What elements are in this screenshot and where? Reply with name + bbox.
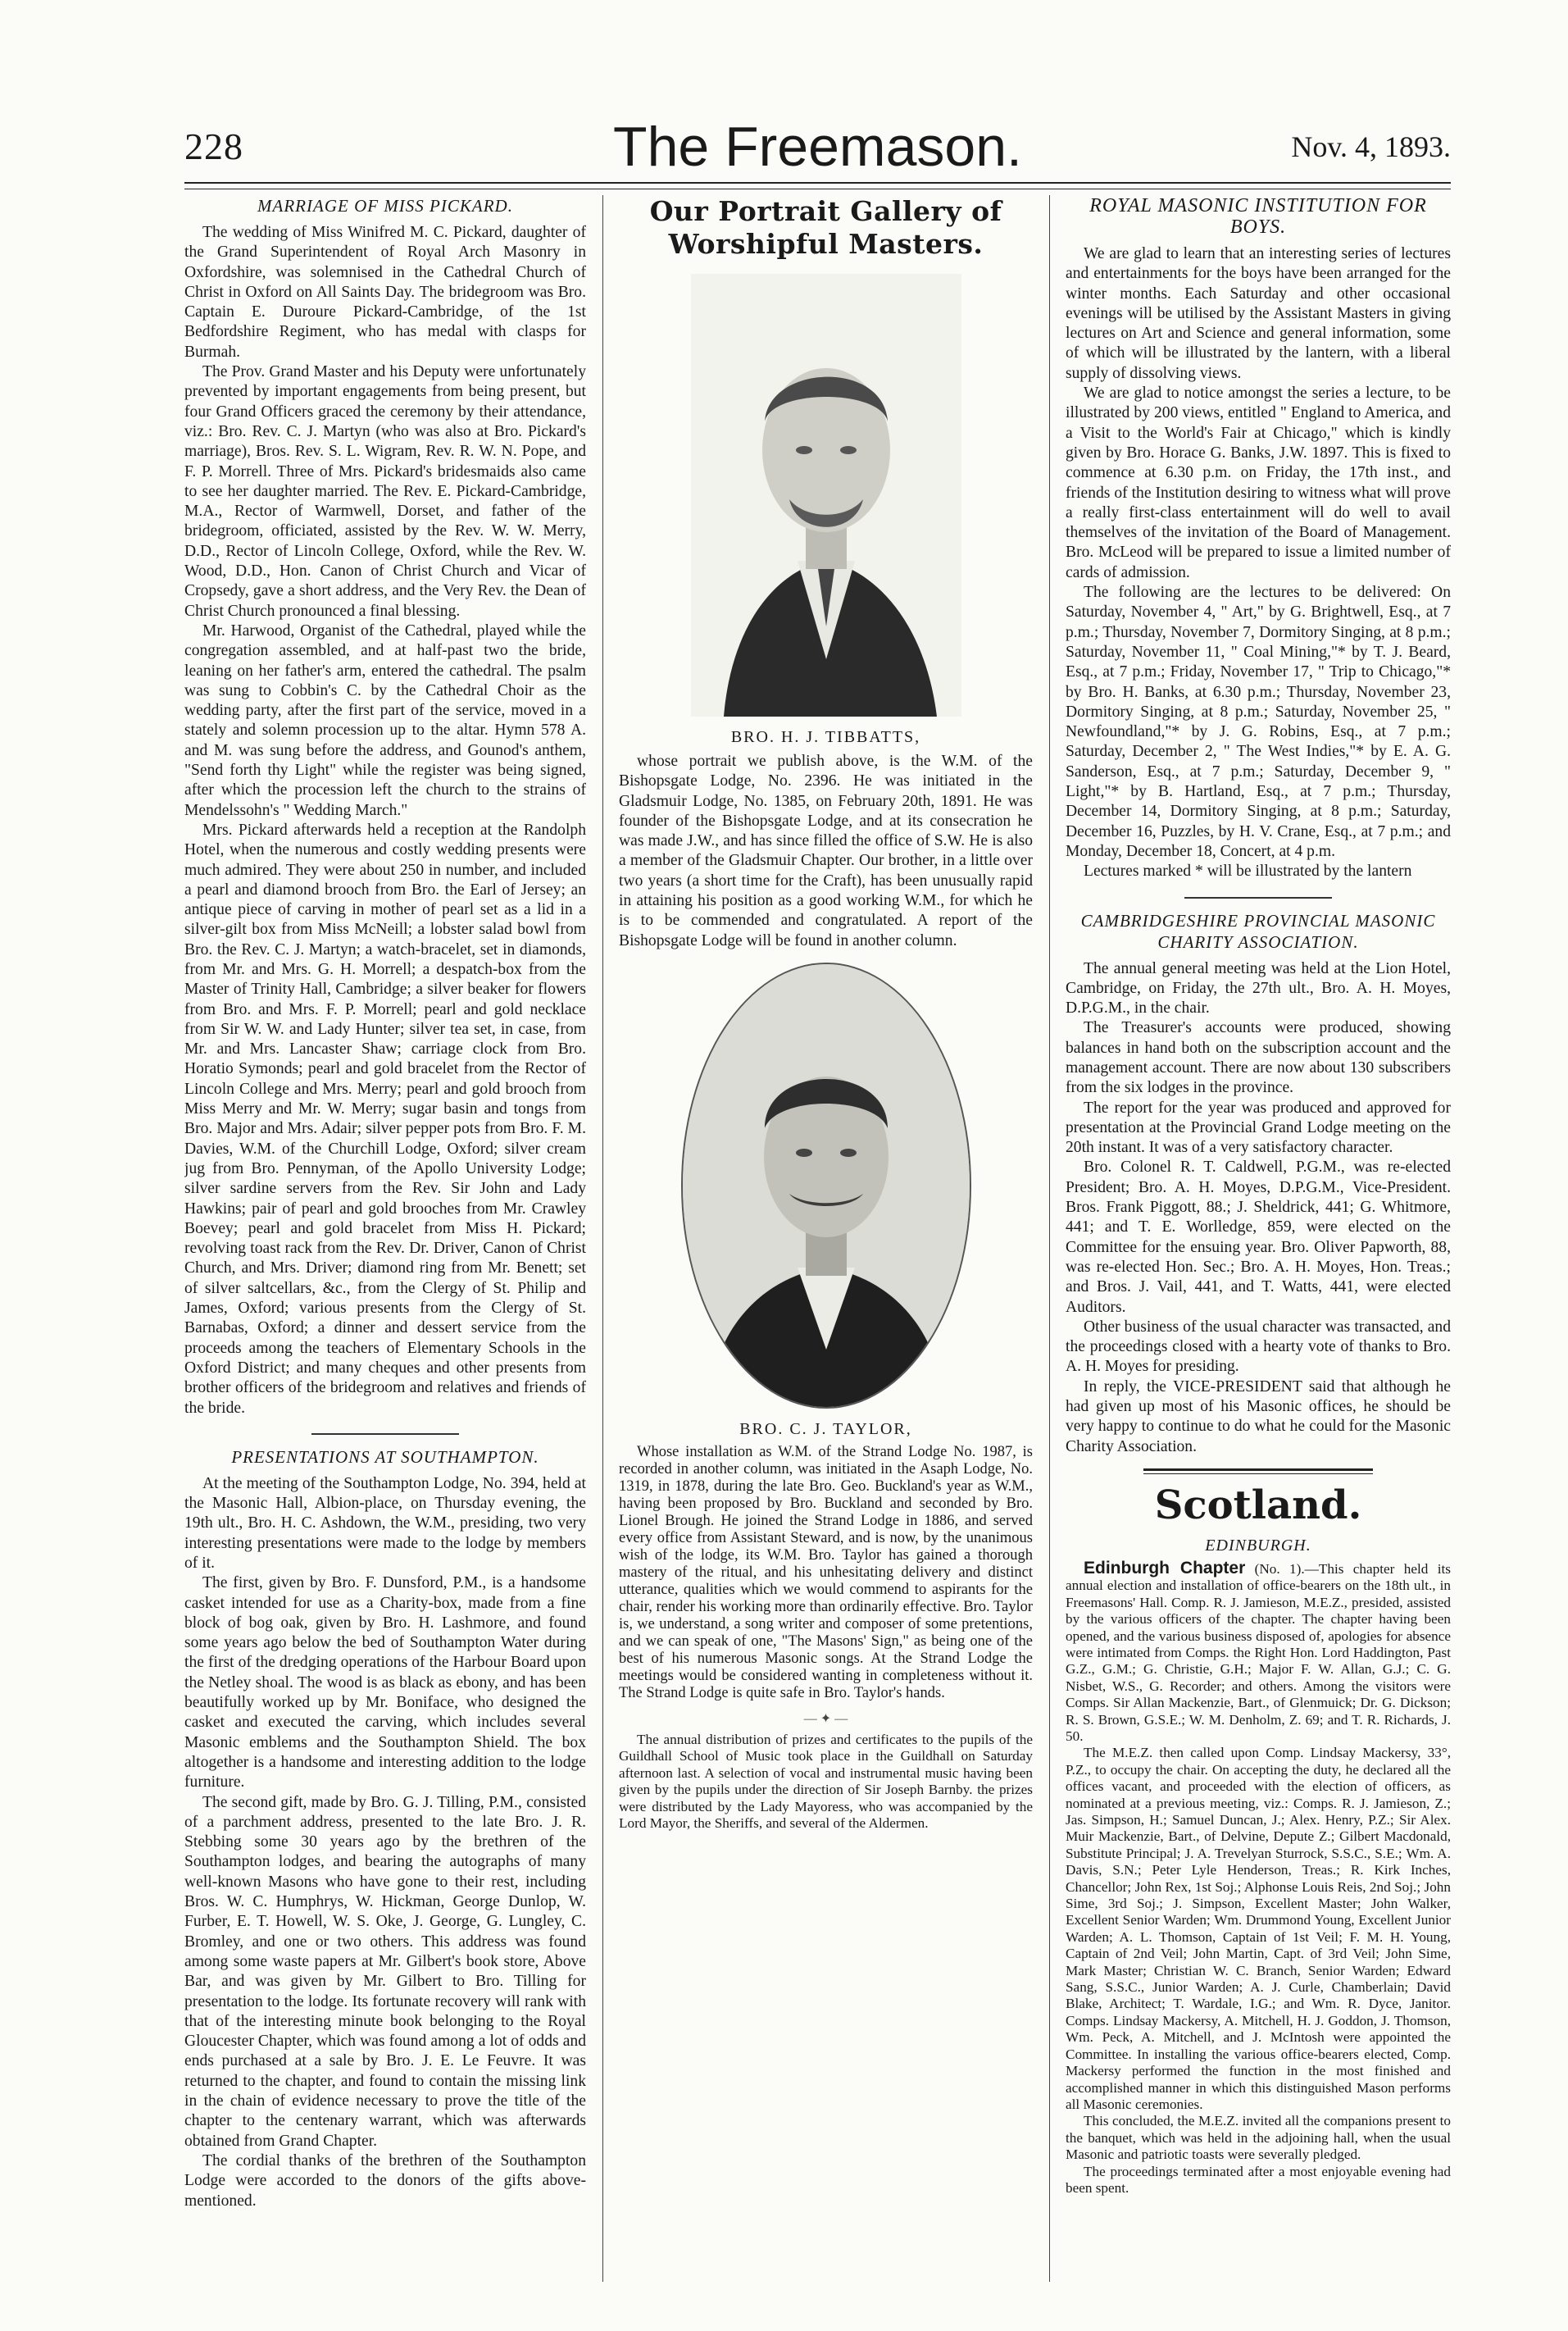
chapter-report: (No. 1).—This chapter held its annual election and installation of office-bearers on the 18th ult., in Freemasons' Hall. Comp. R. J. Jamieson, M.E.Z., presided, assisted by the various officers of the chapter. The chapter having been opened, and the various business disposed of, apologies for absence were intimated from Comps. the Right Hon. Lord Haddington, Past G.Z., G.M.; G. Christie, G.H.; Major F. W. Allan, G.J.; C. G. Nisbet, W.S., G. Recorder; and others. Among the visitors were Comps. Sir Allan Mackenzie, Bart., of Glenmuick; Dr. G. Dickson; R. S. Brown, G.S.E.; W. M. Denholm, Z. 69; and T. R. Richards, J. 50.: [1066, 1560, 1451, 1744]
page-number: 228: [184, 125, 243, 167]
column-right: [1066, 195, 1451, 2294]
article-paragraph: The annual general meeting was held at the Lion Hotel, Cambridge, on Friday, the 27th ult., Bro. A. H. Moyes, D.P.G.M., in the chair.: [1066, 959, 1451, 1018]
article-paragraph: The wedding of Miss Winifred M. C. Pickard, daughter of the Grand Superintendent of Royal Arch Masonry in Oxfordshire, was solemnised in the Cathedral Church of Christ in Oxford on All Saints Day. The bridegroom was Bro. Captain E. Duroure Pickard-Cambridge, of the 1st Bedfordshire Regiment, who has medal with clasps for Burmah.: [184, 224, 586, 361]
article-paragraph: We are glad to learn that an interesting series of lectures and entertainments for the boys have been arranged for the winter months. Each Saturday and other occasional evenings will be utilised by the Assistant Masters in giving lectures on Art and Science and general information, some of which will be illustrated by the lantern, with a liberal supply of dissolving views.: [1066, 245, 1451, 382]
edinburgh-subheading: EDINBURGH.: [1205, 1536, 1311, 1555]
column-rule: [602, 195, 603, 2282]
article-paragraph: [1066, 1560, 1451, 1745]
article-paragraph: The first, given by Bro. F. Dunsford, P.M., is a handsome casket intended for use as a Charity-box, made from a fine block of bog oak, given by Bro. H. Lashmore, and found some years ago below the bed of Southampton Water during the first of the dredging operations of the Harbour Board upon the Netley shoal. The wood is as black as ebony, and has been beautifully worked up by Mr. Boniface, who designed the casket and executed the carving, which includes several Masonic emblems and the Southampton Shield. The box altogether is a handsome and interesting addition to the lodge furniture.: [184, 1574, 586, 1792]
article-paragraph: The second gift, made by Bro. G. J. Tilling, P.M., consisted of a parchment address, presented to the late Bro. J. R. Stebbing some 30 years ago by the brethren of the Southampton lodges, and bearing the autographs of many well-known Masons who have gone to their rest, including Bros. W. C. Humphrys, W. Hickman, George Dunlop, W. Furber, E. T. Howell, W. S. Oke, J. George, G. Lungley, C. Bromley, and one or two others. This address was found among some waste papers at Mr. Gilbert's book store, Above Bar, and was given by Mr. Gilbert to Bro. Tilling for presentation to the lodge. Its fortunate recovery will rank with that of the interesting minute book belonging to the Royal Gloucester Chapter, which was found among a lot of odds and ends purchased at a sale by Bro. J. E. Le Feuvre. It was returned to the chapter, and found to contain the missing link in the chain of evidence necessary to prove the title of the chapter to the centenary warrant, which was afterwards obtained from Grand Chapter.: [184, 1793, 586, 2150]
article-paragraph: Mrs. Pickard afterwards held a reception at the Randolph Hotel, when the numerous and costly wedding presents were much admired. They were about 250 in number, and included a pearl and diamond brooch from Bro. the Earl of Jersey; an antique piece of carving in mother of pearl set as a lid in a silver-gilt box from Miss McNeill; a lobster salad bowl from Bro. the Rev. C. J. Martyn; a watch-bracelet, set in diamonds, from Mr. and Mrs. G. H. Morrell; a despatch-box from the Master of Trinity Hall, Cambridge; a silver beaker for flowers from Bro. and Mrs. F. P. Morrell; pearl and gold necklace from Sir W. W. and Lady Hunter; silver tea set, in case, from Mr. and Mrs. Lancaster Shaw; carriage clock from Bro. Horatio Symonds; pearl and gold bracelet from the Rector of Lincoln College and Mrs. Merry; pearl and gold brooch from Miss Merry and Mr. W. Merry; sugar basin and tongs from Bro. Major and Mrs. Adair; silver pepper pots from Bro. F. M. Davies, W.M. of the Churchill Lodge, Oxford; silver cream jug from Bro. Pennyman, of the Apollo University Lodge; silver sardine servers from the Rev. Sir John and Lady Hawkins; pair of pearl and gold brooches from Mr. Crawley Boevey; pearl and gold bracelet from Miss H. Pickard; revolving toast rack from the Rev. Dr. Driver, Canon of Christ Church, and Mrs. Driver; diamond ring from Mr. Benett; set of silver saltcellars, &c., from the Clergy of St. Philip and James, Oxford; various presents from the Clergy of St. Barnabas, Oxford; a dinner and dessert service from the proceeds among the teachers of Elementary Schools in the Oxford District; and many cheques and other presents from brother officers of the bridegroom and relatives and friends of the bride.: [184, 821, 586, 1417]
article-paragraph: In reply, the VICE-PRESIDENT said that although he had given up most of his Masonic offices, he should be very happy to continue to do what he could for the Masonic Charity Association.: [1066, 1377, 1451, 1455]
article-paragraph: Lectures marked * will be illustrated by the lantern: [1084, 863, 1412, 881]
article-paragraph: At the meeting of the Southampton Lodge, No. 394, held at the Masonic Hall, Albion-place, on Thursday evening, the 19th ult., Bro. H. C. Ashdown, the W.M., presiding, two very interesting presentations were made to the lodge by members of it.: [184, 1474, 586, 1572]
section-divider: [311, 1433, 459, 1435]
article-heading: ROYAL MASONIC INSTITUTION FOR BOYS.: [1089, 195, 1427, 238]
article-paragraph: Whose installation as W.M. of the Strand Lodge No. 1987, is recorded in another column, was initiated in the Asaph Lodge, No. 1319, in 1878, during the late Bro. Geo. Buckland's year as W.M., having been proposed by Bro. Buckland and seconded by Bro. Lionel Brough. He joined the Strand Lodge in 1886, and served every office from Assistant Steward, and is now, by the unanimous wish of the lodge, its W.M. Bro. Taylor has gained a thorough mastery of the ritual, and his unhesitating delivery and distinct utterance, qualities which we would commend to aspirants for the chair, render his working more than ordinarily effective. Bro. Taylor is, we understand, a song writer and composer of some pretentions, and we can speak of one, "The Masons' Sign," as being one of the best of his numerous Masonic songs. At the Strand Lodge the meetings would be considered wanting in completeness without it. The Strand Lodge is quite safe in Bro. Taylor's hands.: [619, 1443, 1033, 1701]
portrait-engraving: [683, 964, 970, 1407]
article-paragraph: whose portrait we publish above, is the W.M. of the Bishopsgate Lodge, No. 2396. He was initiated in the Gladsmuir Lodge, No. 1385, on February 20th, 1891. He was founder of the Bishopsgate Lodge, and at its consecration he was made J.W., and has since filled the office of S.W. He is also a member of the Gladsmuir Chapter. Our brother, in a little over two years (a short time for the Craft), has been unusually rapid in attaining his position as a good working W.M., for which he is to be commended and congratulated. A report of the Bishopsgate Lodge will be found in another column.: [619, 753, 1033, 949]
masthead: [184, 115, 1451, 184]
scotland-heading: Scotland.: [1154, 1482, 1362, 1528]
article-heading: MARRIAGE OF MISS PICKARD.: [257, 196, 513, 216]
portrait-caption: BRO. H. J. TIBBATTS,: [730, 728, 921, 746]
newspaper-title: The Freemason.: [613, 116, 1022, 178]
article-paragraph: We are glad to notice amongst the series a lecture, to be illustrated by 200 views, entitled " England to America, and a Visit to the World's Fair at Chicago," which is kindly given by Bro. Horace G. Banks, J.W. 1897. This is fixed to commence at 6.30 p.m. on Friday, the 17th inst., and friends of the Institution desiring to witness what will prove a really first-class entertainment will do well to avail themselves of the invitation of the Board of Management. Bro. McLeod will be prepared to issue a limited number of cards of admission.: [1066, 385, 1451, 581]
section-divider: [1184, 897, 1332, 899]
portrait-taylor: [681, 963, 971, 1409]
portrait-tibbatts: [691, 274, 961, 717]
article-paragraph: The following are the lectures to be delivered: On Saturday, November 4, " Art," by G. Brightwell, Esq., at 7 p.m.; Thursday, November 7, Dormitory Singing, at 8 p.m.; Saturday, November 11, " Coal Mining,"* by T. J. Beard, Esq., at 7 p.m.; Friday, November 17, " Trip to Chicago,"* by Bro. H. Banks, at 6.30 p.m.; Thursday, November 23, Dormitory Singing, at 8 p.m.; Saturday, November 25, " Newfoundland,"* by J. G. Robins, Esq., at 7 p.m.; Saturday, December 2, " The West Indies,"* by E. A. G. Sanderson, Esq., at 7 p.m.; Saturday, December 9, " Light,"* by B. Hartland, Esq., at 7 p.m.; Thursday, December 14, Dormitory Singing, at 8 p.m.; Saturday, December 16, Puzzles, by H. V. Crane, Esq., at 7 p.m.; and Monday, December 18, Concert, at 4 p.m.: [1066, 584, 1451, 860]
article-paragraph: The Prov. Grand Master and his Deputy were unfortunately prevented by important engagements from being present, but four Grand Officers graced the ceremony by their attendance, viz.: Bro. Rev. C. J. Martyn (who was also at Bro. Pickard's marriage), Bros. Rev. S. L. Wigram, Rev. R. W. N. Pope, and F. P. Morrell. Three of Mrs. Pickard's bridesmaids also came to see her daughter married. The Rev. E. Pickard-Cambridge, M.A., Rector of Warmwell, Dorset, and father of the bridegroom, officiated, assisted by the Rev. W. W. Merry, D.D., Rector of Lincoln College, Oxford, while the Rev. W. Wood, D.D., Hon. Canon of Christ Church and Vicar of Cropsedy, gave a short address, and the Very Rev. the Dean of Christ Church pronounced a final blessing.: [184, 363, 586, 620]
gallery-heading: Our Portrait Gallery of Worshipful Masters.: [649, 195, 1002, 260]
section-divider: [1143, 1468, 1373, 1474]
portrait-engraving: [691, 274, 961, 717]
article-paragraph: Mr. Harwood, Organist of the Cathedral, played while the congregation assembled, and at half-past two the bride, leaning on her father's arm, entered the cathedral. The psalm was sung to Cobbin's C. by the Cathedral Choir as the wedding party, after the first part of the service, moved in a stately and solemn procession up to the altar. Hymn 578 A. and M. was sung before the address, and Gounod's anthem, "Send forth thy Light" while the register was being signed, after which the procession left the church to the strains of Mendelssohn's " Wedding March.": [184, 621, 586, 819]
article-paragraph: The M.E.Z. then called upon Comp. Lindsay Mackersy, 33°, P.Z., to occupy the chair. On accepting the duty, he declared all the offices vacant, and proceeded with the election of officers, as nominated at a previous meeting, viz.: Comps. R. J. Jamieson, Z.; Jas. Simpson, H.; Samuel Duncan, J.; Alex. Henry, P.Z.; Sir Alex. Muir Mackenzie, Bart., of Delvine, Depute Z.; Gilbert Macdonald, Substitute Principal; J. A. Trevelyan Sturrock, S.S.C., S.E.; Wm. A. Davis, S.N.; Peter Lyle Henderson, Treas.; R. Kirk Inches, Chancellor; John Rex, 1st Soj.; Alphonse Louis Reis, 2nd Soj.; John Sime, 3rd Soj.; J. Simpson, Excellent Master; John Walker, Excellent Senior Warden; Wm. Drummond Young, Excellent Junior Warden; A. L. Thomson, Captain of 1st Veil; F. M. H. Young, Captain of 2nd Veil; John Martin, Capt. of 3rd Veil; John Sime, Mark Master; Christian W. C. Branch, Senior Warden; Edward Sang, S.S.C., Junior Warden; A. J. Curle, Chamberlain; David Blake, Architect; T. Wardale, I.G.; and Wm. R. Dyce, Janitor. Comps. Lindsay Mackersy, A. Mitchell, H. J. Goddon, J. Thomson, Wm. Peck, A. Mitchell, and J. McIntosh were appointed the Committee. In installing the various office-bearers elected, Comp. Mackersy performed the function in the most finished and accomplished manner in which this distinguished Mason performs all Masonic ceremonies.: [1066, 1745, 1451, 2112]
article-heading: PRESENTATIONS AT SOUTHAMPTON.: [231, 1446, 539, 1467]
article-paragraph: The cordial thanks of the brethren of the Southampton Lodge were accorded to the donors of the gifts above-mentioned.: [184, 2151, 586, 2210]
article-paragraph: The proceedings terminated after a most enjoyable evening had been spent.: [1066, 2163, 1451, 2196]
article-paragraph: This concluded, the M.E.Z. invited all the companions present to the banquet, which was held in the adjoining hall, when the usual Masonic and patriotic toasts were severally pledged.: [1066, 2113, 1451, 2163]
article-paragraph: The Treasurer's accounts were produced, showing balances in hand both on the subscription account and the management account. There are now about 130 subscribers from the six lodges in the province.: [1066, 1019, 1451, 1097]
article-paragraph: Bro. Colonel R. T. Caldwell, P.G.M., was re-elected President; Bro. A. H. Moyes, D.P.G.M., Vice-President. Bros. Frank Piggott, 88.; J. Sheldrick, 441; G. Whitmore, 441; and T. E. Worlledge, 859, were elected on the Committee for the ensuing year. Bro. Oliver Papworth, 88, was re-elected Hon. Sec.; Bro. A. H. Moyes, Hon. Treas.; and Bros. J. Vail, 441, and T. Watts, 441, were elected Auditors.: [1066, 1159, 1451, 1316]
issue-date: Nov. 4, 1893.: [1291, 130, 1451, 163]
ornament-divider: — ✦ —: [803, 1711, 848, 1726]
article-paragraph: The report for the year was produced and approved for presentation at the Provincial Grand Lodge meeting on the 20th instant. It was of a very satisfactory character.: [1066, 1099, 1451, 1157]
article-paragraph: The annual distribution of prizes and certificates to the pupils of the Guildhall School of Music took place in the Guildhall on Saturday afternoon last. A selection of vocal and instrumental music having been given by the pupils under the direction of Sir Joseph Barnby. the prizes were distributed by the Lady Mayoress, who was accompanied by the Lord Mayor, the Sheriffs, and several of the Aldermen.: [619, 1731, 1033, 1831]
article-heading: CAMBRIDGESHIRE PROVINCIAL MASONIC CHARITY ASSOCIATION.: [1080, 910, 1436, 952]
portrait-caption: BRO. C. J. TAYLOR,: [739, 1419, 912, 1438]
column-left: [184, 195, 586, 2294]
chapter-lead: Edinburgh Chapter: [1084, 1558, 1246, 1578]
article-paragraph: Other business of the usual character was transacted, and the proceedings closed with a hearty vote of thanks to Bro. A. H. Moyes for presiding.: [1066, 1318, 1451, 1376]
column-middle: [619, 195, 1033, 2294]
masthead-rule: [184, 182, 1451, 189]
column-rule: [1049, 195, 1050, 2282]
